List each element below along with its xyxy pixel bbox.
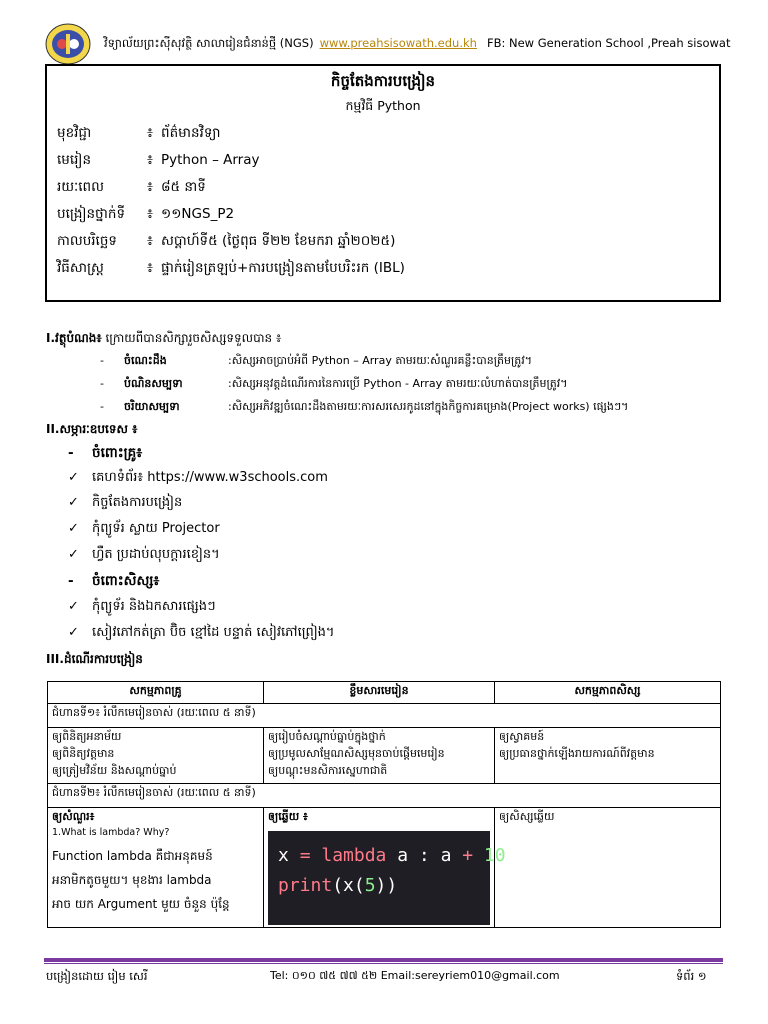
teacher-material-item: ✓ កិច្ចតែងការបង្រៀន — [68, 495, 183, 510]
lesson-process-table — [47, 681, 721, 928]
phase-2-student-cell: ឲ្យសិស្សឆ្លើយ — [495, 808, 721, 928]
column-header-teacher: សកម្មភាពគ្រូ — [48, 682, 264, 704]
phase-1-content-cell: ឲ្យរៀបចំសណ្តាប់ធ្នាប់ក្នុងថ្នាក់ ឲ្យប្រមូលសាម្មែណសិស្សមុនចាប់ផ្តើមមេរៀន ឲ្យបណ្តុះមនសិការស្នេហាជាតិ — [264, 728, 495, 784]
table-row — [48, 728, 721, 784]
student-material-item: ✓ សៀវភៅកត់ត្រា ប៊ិច ខ្មៅដៃ បន្ទាត់ សៀវភៅព្រៀង។ — [68, 625, 335, 640]
header-text — [104, 36, 730, 53]
teacher-material-item: ✓ គេហទំព័រ៖ https://www.w3schools.com — [68, 470, 328, 485]
objective-attitude: - ចរិយាសម្បទា :សិស្សអភិវឌ្ឍចំណេះដឹងតាមរយៈការសរសេរកូដនៅក្នុងកិច្ចការគម្រោង(Project works) ផ្សេងៗ។ — [100, 400, 629, 413]
phase-1-student-cell: ឲ្យស្វាគមន៍ ឲ្យប្រធានថ្នាក់ឡើងរាយការណ៍ពីវត្តមាន — [495, 728, 721, 784]
check-icon: ✓ — [68, 495, 79, 510]
website-link[interactable]: www.preahsisowath.edu.kh — [319, 36, 477, 50]
info-row-class: បង្រៀនថ្នាក់ទី ៖ ១១NGS_P2 — [57, 206, 235, 222]
footer-page-number: ទំព័រ ១ — [676, 969, 707, 983]
footer-contact: Tel: ០១០ ៧៥ ៧៧ ៥២ Email:sereyriem010@gmail.com — [270, 969, 560, 982]
school-logo — [44, 22, 92, 66]
table-row — [48, 704, 721, 728]
table-row — [48, 784, 721, 808]
info-row-lesson: មេរៀន ៖ Python – Array — [57, 152, 260, 168]
check-icon: ✓ — [68, 470, 79, 485]
student-material-item: ✓ កុំព្យូទ័រ និងឯកសារផ្សេងៗ — [68, 599, 216, 614]
objectives-heading-line — [46, 330, 281, 348]
check-icon: ✓ — [68, 599, 79, 614]
info-row-duration: រយៈពេល ៖ ៨៥ នាទី — [57, 179, 206, 195]
student-materials-heading: - ចំពោះសិស្ស៖ — [68, 573, 160, 589]
table-header-row — [48, 682, 721, 704]
check-icon: ✓ — [68, 547, 79, 562]
phase-1-teacher-cell: ឲ្យពិនិត្យអនាម័យ ឲ្យពិនិត្យវត្តមាន ឲ្យត្រៀមវិន័យ និងសណ្តាប់ធ្នាប់ — [48, 728, 264, 784]
lesson-plan-subtitle: កម្មវិធី Python — [345, 98, 421, 113]
phase-1-label: ជំហានទី១៖ រំលឹកមេរៀនចាស់ (រយៈពេល ៥ នាទី) — [48, 704, 721, 728]
check-icon: ✓ — [68, 625, 79, 640]
check-icon: ✓ — [68, 521, 79, 536]
school-name: វិទ្យាល័យព្រះស៊ីសុវត្ថិ សាលារៀនជំនាន់ថ្មី (NGS) — [104, 36, 314, 50]
table-row — [48, 808, 721, 928]
phase-2-content-cell: ឲ្យឆ្លើយ ៖ x = lambda a : a + 10 print(x(5)) — [264, 808, 495, 928]
footer-divider-thin — [44, 963, 723, 964]
page-header — [44, 22, 734, 70]
column-header-content: ខ្លឹមសារមេរៀន — [264, 682, 495, 704]
phase-2-teacher-cell: ឲ្យសំណួរ៖ 1.What is lambda? Why? Function lambda គឺជាអនុគមន៍ អនាមិកតូចមួយ។ មុខងារ lambda អាច យក Argument មួយ ចំនួន ប៉ុន្តែ — [48, 808, 264, 928]
lesson-info-box — [45, 64, 721, 302]
info-row-method: វិធីសាស្ត្រ ៖ ផ្ទាក់រៀនត្រឡប់+ការបង្រៀនតាមបែបរិះរក (IBL) — [57, 260, 405, 276]
objectives-intro: ក្រោយពីបានសិក្សារួចសិស្សទទួលបាន ៖ — [105, 331, 282, 345]
facebook-text: FB: New Generation School ,Preah sisowat — [486, 36, 731, 50]
phase-2-label: ជំហានទី២៖ រំលឹកមេរៀនចាស់ (រយៈពេល ៥ នាទី) — [48, 784, 721, 808]
teacher-material-item: ✓ កុំព្យូទ័រ ស្លាយ Projector — [68, 521, 220, 536]
info-row-date: កាលបរិច្ឆេទ ៖ សប្តាហ៍ទី៥ (ថ្ងៃពុធ ទី២២ ខែមករា ឆ្នាំ២០២៥) — [57, 233, 396, 249]
info-row-subject: មុខវិជ្ជា ៖ ព័ត៌មានវិទ្យា — [57, 125, 221, 141]
column-header-student: សកម្មភាពសិស្ស — [495, 682, 721, 704]
process-heading: III.ដំណើរការបង្រៀន — [46, 652, 143, 666]
footer-teacher: បង្រៀនដោយ រៀម សេរី — [46, 969, 148, 983]
objective-skill: - បំណិនសម្បទា :សិស្សអនុវត្តដំណើរការនៃការប្រើ Python - Array តាមរយៈលំហាត់បានត្រឹមត្រូវ។ — [100, 377, 568, 390]
objectives-heading: I.វត្ថុបំណង៖ — [46, 331, 102, 345]
footer-divider — [44, 958, 723, 962]
teacher-material-item: ✓ ហ្វឺត ប្រដាប់លុបក្តារខៀន។ — [68, 547, 220, 562]
lesson-plan-title: កិច្ចតែងការបង្រៀន — [330, 72, 436, 90]
teacher-materials-heading: - ចំពោះគ្រូ៖ — [68, 445, 143, 461]
code-snippet: x = lambda a : a + 10 print(x(5)) — [268, 831, 490, 925]
objective-knowledge: - ចំណេះដឹង :សិស្សអាចប្រាប់អំពី Python – Array តាមរយៈសំណួរគន្លឹះបានត្រឹមត្រូវ។ — [100, 354, 532, 367]
materials-heading: II.សម្ភារៈឧបទេស ៖ — [46, 422, 138, 436]
